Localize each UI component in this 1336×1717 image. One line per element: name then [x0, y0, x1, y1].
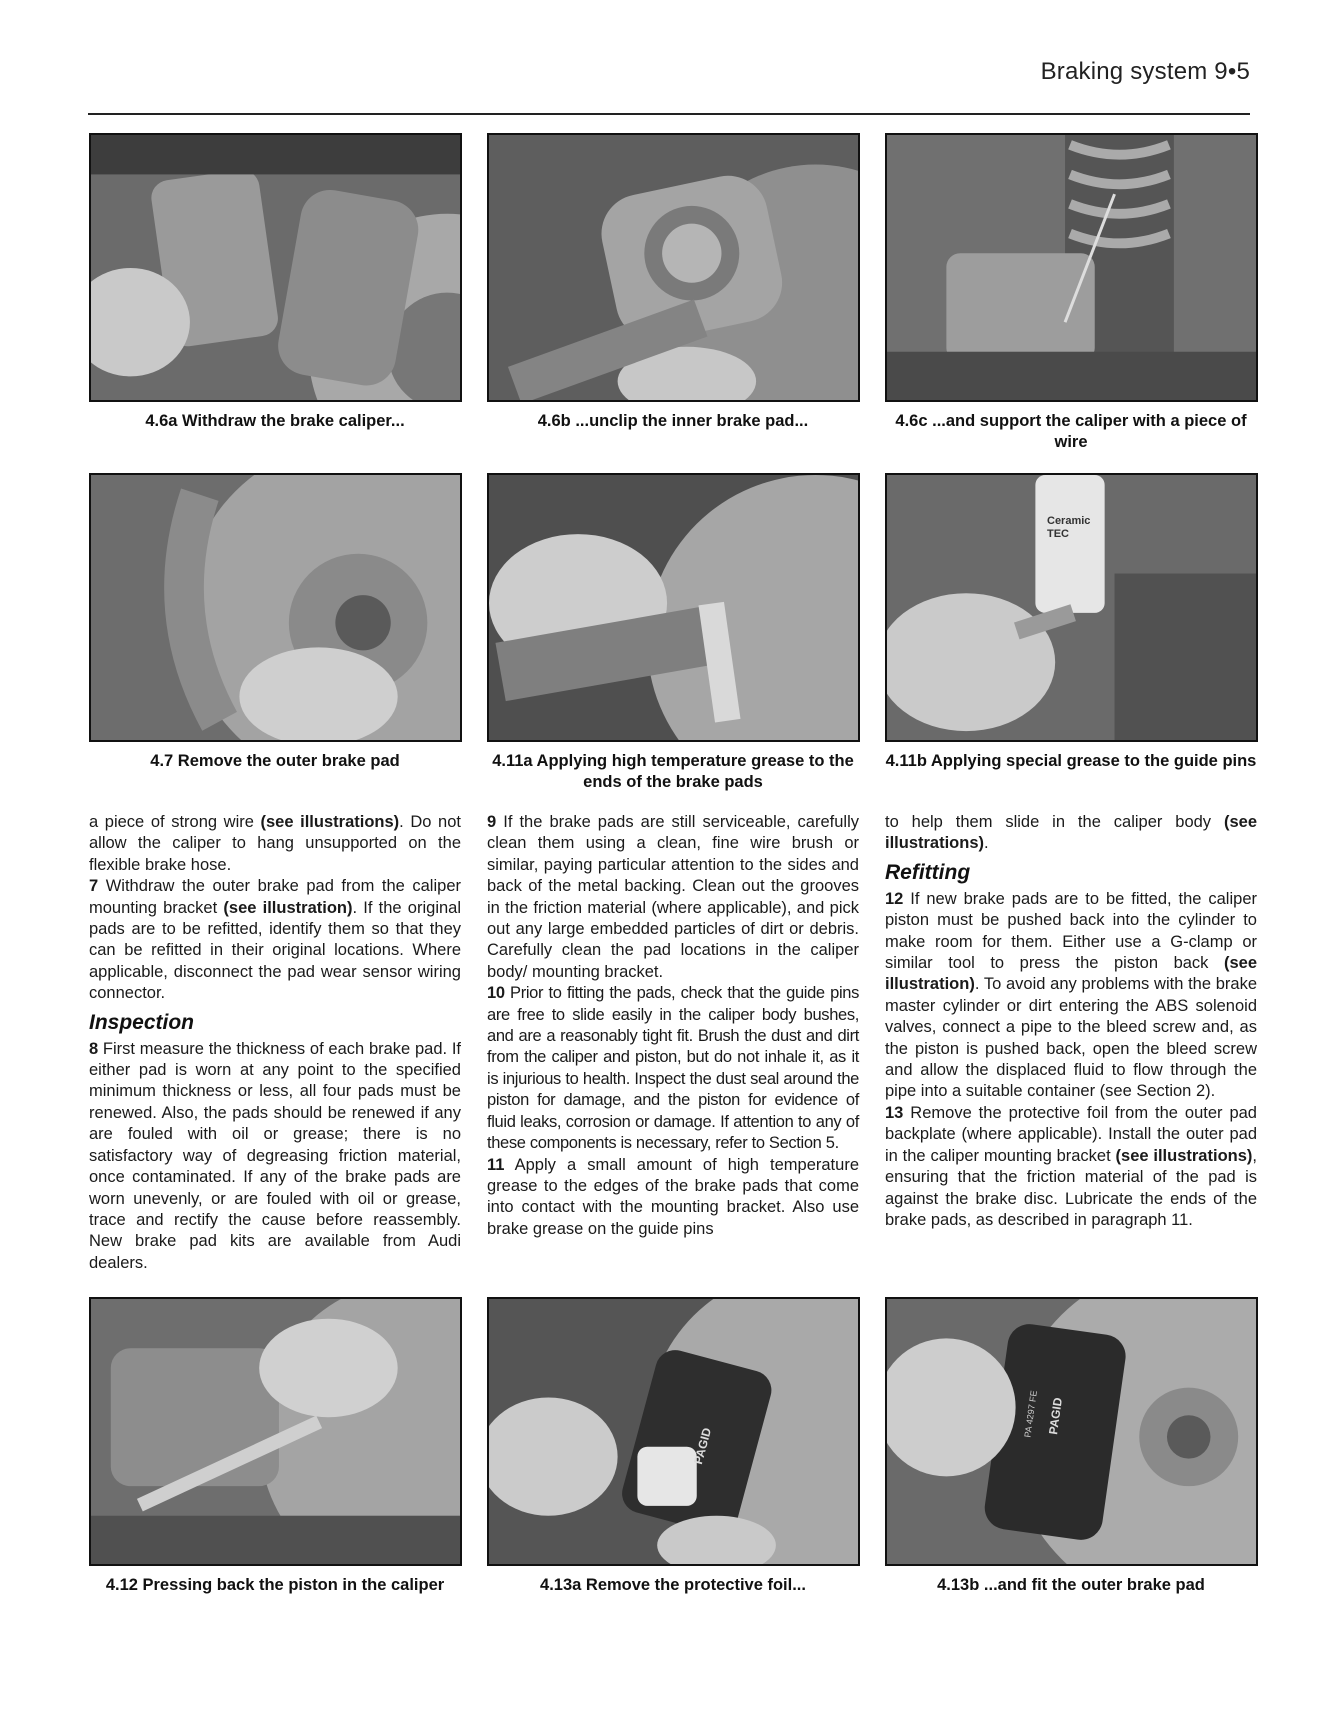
caption-4-11a: 4.11a Applying high temperature grease to the ends of the brake pads [492, 752, 854, 791]
caption-4-6c: 4.6c ...and support the caliper with a piece of wire [895, 412, 1247, 451]
paragraph-12: 12 If new brake pads are to be fitted, the caliper piston must be pushed back into the cylinder to make room for them. Either use a G-clamp or similar tool to press the piston back (see illustration). To avoid any problems with the brake master cylinder or dirt entering the ABS solenoid valves, connect a pipe to the bleed screw and, as the piston is pushed back, open the bleed screw and allow the displaced fluid to flow through the pipe into a suitable container (see Section 2). [885, 889, 1257, 1101]
photo-4-12 [89, 1297, 462, 1566]
photo-4-13a [487, 1297, 860, 1566]
photo-4-6b [487, 133, 860, 402]
paragraph-11-continued: to help them slide in the caliper body (see illustrations). [885, 813, 1257, 853]
paragraph-8: 8 First measure the thickness of each brake pad. If either pad is worn at any point to the specified minimum thickness or less, all four pads must be renewed. Also, the pads should be renewed if any are fouled with oil or grease; there is no satisfactory way of degreasing friction material, once contaminated. If any of the brake pads are worn unevenly, or are fouled with oil or grease, trace and rectify the cause before reassembly. New brake pad kits are available from Audi dealers. [89, 1039, 461, 1272]
paragraph-11: 11 Apply a small amount of high temperature grease to the edges of the brake pads that come into contact with the mounting bracket. Also use brake grease on the guide pins [487, 1155, 859, 1238]
photo-4-11a [487, 473, 860, 742]
photo-4-11b [885, 473, 1258, 742]
caption-4-11b: 4.11b Applying special grease to the guide pins [885, 752, 1257, 770]
tube-label: Ceramic TEC [1047, 515, 1091, 540]
text-column-2 [487, 812, 859, 1240]
heading-inspection: Inspection [89, 1010, 195, 1034]
pad-code-label: PA 4297 FE [1022, 1389, 1039, 1439]
pad-brand-label-2: PAGID [1046, 1396, 1066, 1436]
pad-brand-label: PAGID [690, 1426, 715, 1466]
paragraph-6-continued: a piece of strong wire (see illustrations). Do not allow the caliper to hang unsupported on the flexible brake hose. [89, 813, 461, 874]
photo-4-6c [885, 133, 1258, 402]
caption-4-7: 4.7 Remove the outer brake pad [150, 752, 400, 770]
paragraph-7: 7 Withdraw the outer brake pad from the caliper mounting bracket (see illustration). If the original pads are to be refitted, identify them so that they can be refitted in their original locations. Where applicable, disconnect the pad wear sensor wiring connector. [89, 877, 461, 1003]
heading-refitting: Refitting [885, 860, 971, 884]
caption-4-6b: 4.6b ...unclip the inner brake pad... [537, 412, 809, 430]
header-title: Braking system 9•5 [1040, 58, 1250, 85]
photo-4-7 [89, 473, 462, 742]
photo-4-13b [885, 1297, 1258, 1566]
caption-4-12: 4.12 Pressing back the piston in the caliper [105, 1576, 445, 1594]
caption-4-13b: 4.13b ...and fit the outer brake pad [937, 1576, 1205, 1594]
photo-4-6a [89, 133, 462, 402]
paragraph-10: 10 Prior to fitting the pads, check that the guide pins are free to slide easily in the caliper body bushes, and are a reasonably tight fit. Brush the dust and dirt from the caliper and piston, but do not inhale it, as it is injurious to health. Inspect the dust seal around the piston for damage, and the piston for evidence of fluid leaks, corrosion or damage. If attention to any of these components is necessary, refer to Section 5. [487, 984, 859, 1153]
caption-4-6a: 4.6a Withdraw the brake caliper... [145, 412, 405, 430]
header-rule [88, 113, 1250, 115]
paragraph-13: 13 Remove the protective foil from the outer pad backplate (where applicable). Install the outer pad in the caliper mounting bracket (see illustrations), ensuring that the friction material of the pad is against the brake disc. Lubricate the ends of the brake pads, as described in paragraph 11. [885, 1103, 1257, 1229]
page-header [90, 58, 1250, 88]
caption-4-13a: 4.13a Remove the protective foil... [540, 1576, 806, 1594]
text-column-1 [89, 812, 461, 1274]
text-column-3 [885, 812, 1257, 1231]
paragraph-9: 9 If the brake pads are still serviceable, carefully clean them using a clean, fine wire brush or similar, paying particular attention to the sides and back of the metal backing. Clean out the grooves in the friction material (where applicable), and pick out any large embedded particles of dirt or debris. Carefully clean the pad locations in the caliper body/ mounting bracket. [487, 813, 859, 981]
